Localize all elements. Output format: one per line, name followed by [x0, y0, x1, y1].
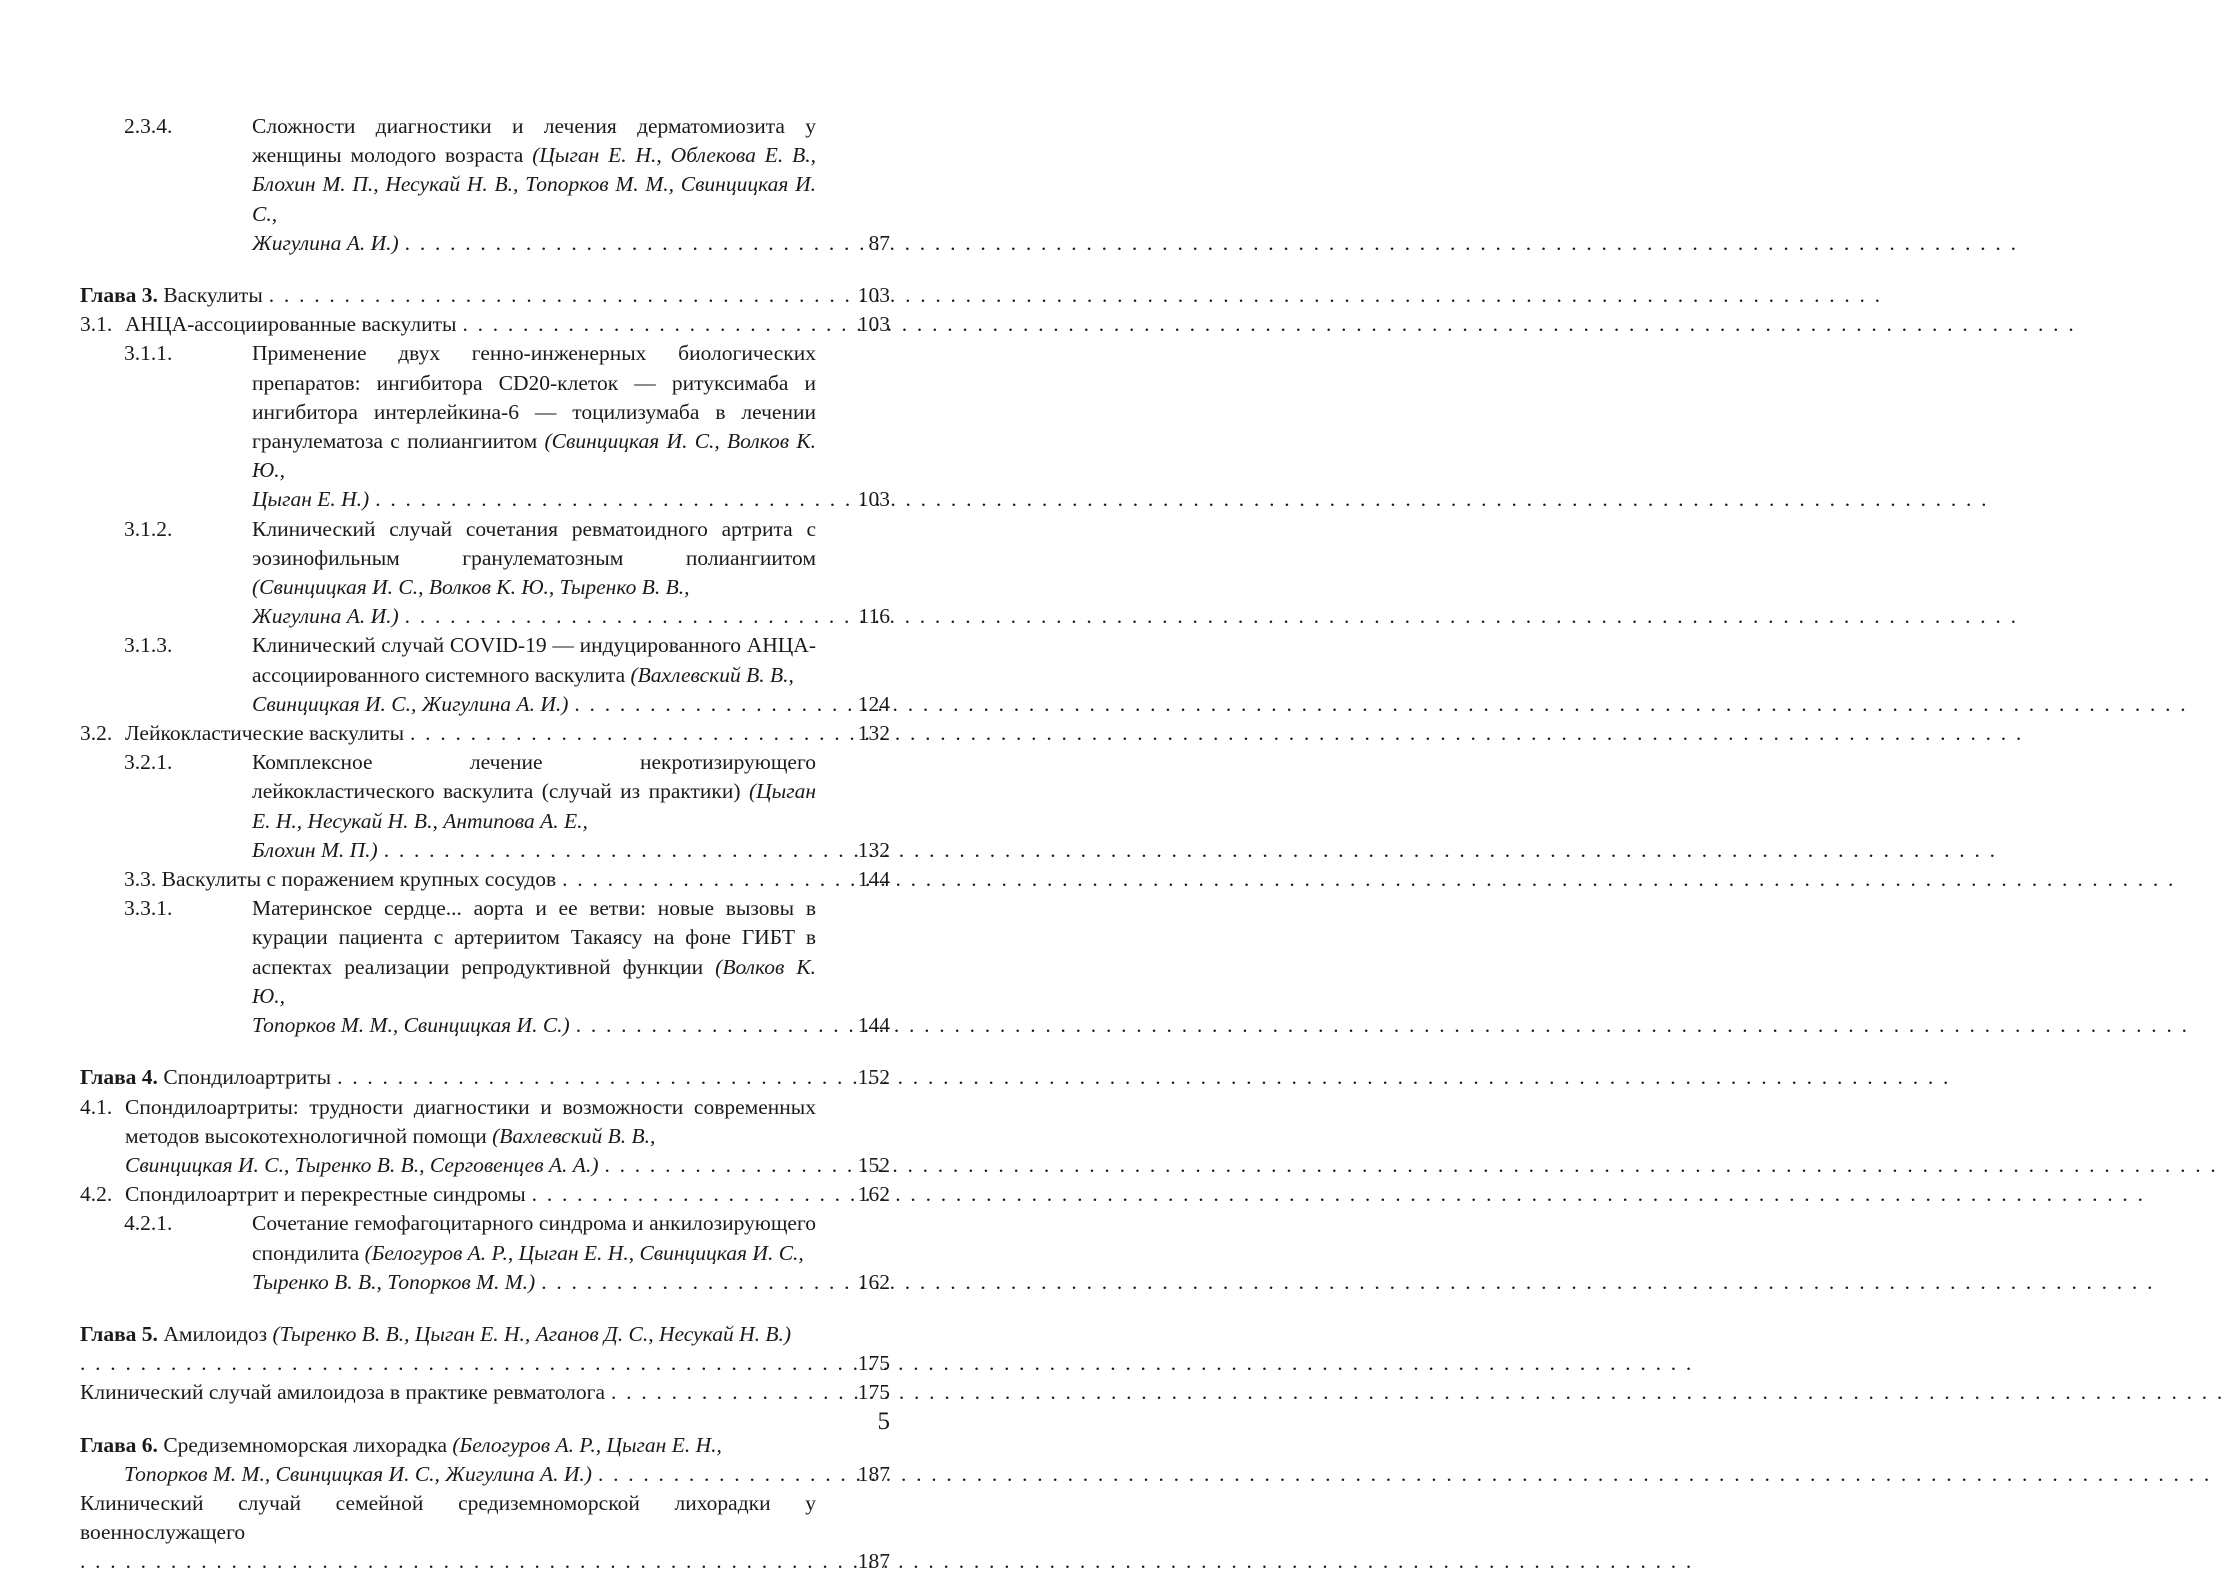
section-number: 3.1.2. — [124, 516, 173, 541]
entry-authors: (Тыренко В. В., Цыган Е. Н., Аганов Д. С., Несукай Н. В.) — [272, 1321, 792, 1346]
entry-title: Клинический случай COVID-19 — индуцированного АНЦА-ассоциированного системного васкулита — [252, 633, 816, 687]
leader-dots — [410, 719, 812, 748]
toc-entry[interactable] — [80, 748, 890, 865]
chapter-label: Глава 3. — [80, 283, 158, 308]
entry-authors-end: Тыренко В. В., Топорков М. М.) — [252, 1269, 536, 1294]
section-number: 3.3.1. — [124, 896, 173, 921]
page-ref: 103 — [857, 487, 890, 512]
leader-dots — [598, 1460, 812, 1489]
entry-authors-end: Жигулина А. И.) — [252, 604, 399, 629]
leader-dots — [405, 602, 812, 631]
entry-authors-end: Свинцицкая И. С., Жигулина А. И.) — [252, 691, 569, 716]
chapter-label: Глава 6. — [80, 1432, 158, 1457]
toc-entry[interactable] — [80, 339, 890, 514]
entry-title: Сочетание гемофагоцитарного синдрома и анкилозирующего спондилита — [252, 1211, 816, 1265]
entry-title: Спондилоартриты: трудности диагностики и возможности современных методов высокотехнологичной помощи — [125, 1094, 816, 1148]
entry-title: Амилоидоз — [163, 1321, 268, 1346]
section-number: 4.1. — [80, 1094, 113, 1119]
page-ref: 187 — [857, 1461, 890, 1486]
page-ref: 132 — [857, 837, 890, 862]
entry-authors: (Волков К. Ю., — [252, 954, 816, 1008]
entry-authors-end: Свинцицкая И. С., Тыренко В. В., Серговенцев А. А.) — [125, 1152, 599, 1177]
page-ref: 162 — [857, 1182, 890, 1207]
entry-authors: (Свинцицкая И. С., Волков К. Ю., Тыренко В. В., — [252, 575, 690, 600]
section-number: 3.2. — [80, 721, 113, 746]
entry-authors-end: Топорков М. М., Свинцицкая И. С., Жигулина А. И.) — [124, 1461, 592, 1486]
entry-authors: (Вахлевский В. В., — [492, 1123, 656, 1148]
entry-title: Материнское сердце... аорта и ее ветви: новые вызовы в курации пациента с артериитом Такаясу на фоне ГИБТ в аспектах реализации репродуктивной функции — [252, 896, 816, 979]
spacer — [80, 1408, 890, 1431]
leader-dots — [611, 1378, 812, 1407]
spacer — [80, 1040, 890, 1063]
page-ref: 162 — [857, 1269, 890, 1294]
entry-authors: (Белогуров А. Р., Цыган Е. Н., Свинцицкая И. С., — [364, 1240, 804, 1265]
leader-dots — [384, 836, 812, 865]
toc-entry-chapter-4[interactable] — [80, 1063, 890, 1092]
leader-dots — [541, 1268, 812, 1297]
page-ref: 152 — [857, 1152, 890, 1177]
toc-entry[interactable] — [80, 1093, 890, 1181]
toc-entry[interactable] — [80, 1209, 890, 1297]
toc-entry-chapter-6[interactable] — [80, 1431, 890, 1489]
entry-authors: (Цыган Е. Н., Облекова Е. В., Блохин М. П., Несукай Н. В., Топорков М. М., Свинцицкая И. С., — [252, 143, 816, 226]
leader-dots — [532, 1180, 812, 1209]
toc-entry[interactable] — [80, 112, 890, 258]
entry-title: Применение двух генно-инженерных биологических препаратов: ингибитора CD20-клеток — ритуксимаба и ингибитора интерлейкина-6 — тоцилизумаба в лечении гранулематоза с полиангиитом — [252, 341, 816, 454]
leader-dots — [462, 310, 812, 339]
leader-dots — [604, 1151, 812, 1180]
entry-authors: (Цыган Е. Н., Несукай Н. В., Антипова А. Е., — [252, 779, 817, 833]
entry-title: Клинический случай семейной средиземноморской лихорадки у военнослужащего — [80, 1490, 816, 1545]
section-number: 3.1. — [80, 312, 113, 337]
entry-authors-end: Цыган Е. Н.) — [252, 487, 370, 512]
leader-dots — [562, 865, 812, 894]
section-number: 3.1.3. — [124, 633, 173, 658]
leader-dots — [375, 485, 812, 514]
table-of-contents — [80, 112, 890, 1577]
entry-authors-end: Жигулина А. И.) — [252, 230, 399, 255]
page-ref: 103 — [857, 283, 890, 308]
page-ref: 103 — [857, 312, 890, 337]
entry-title: Васкулиты — [163, 283, 263, 308]
entry-authors-end: Топорков М. М., Свинцицкая И. С.) — [252, 1013, 570, 1038]
page-ref: 152 — [857, 1065, 890, 1090]
toc-entry[interactable] — [80, 515, 890, 632]
section-number: 2.3.4. — [124, 114, 173, 138]
entry-title: АНЦА-ассоциированные васкулиты — [125, 312, 457, 337]
toc-entry[interactable] — [80, 631, 890, 719]
entry-title: Сложности диагностики и лечения дерматомиозита у женщины молодого возраста — [252, 114, 816, 168]
entry-title: Средиземноморская лихорадка — [163, 1432, 447, 1457]
toc-entry[interactable] — [80, 719, 890, 748]
toc-entry[interactable] — [80, 865, 890, 894]
page-ref: 87 — [868, 230, 890, 255]
page-ref: 175 — [857, 1380, 890, 1405]
leader-dots — [405, 229, 812, 258]
toc-entry[interactable] — [80, 1378, 890, 1407]
leader-dots — [576, 1011, 812, 1040]
page-ref: 116 — [858, 604, 890, 629]
entry-title: Спондилоартриты — [163, 1065, 332, 1090]
toc-entry[interactable] — [80, 1180, 890, 1209]
entry-authors: (Вахлевский В. В., — [630, 662, 794, 687]
toc-entry[interactable] — [80, 894, 890, 1040]
entry-title: Комплексное лечение некротизирующего лейкокластического васкулита (случай из практики) — [252, 750, 816, 804]
entry-title: Клинический случай амилоидоза в практике ревматолога — [80, 1380, 606, 1405]
toc-entry[interactable] — [80, 1489, 890, 1577]
entry-authors: (Белогуров А. Р., Цыган Е. Н., — [452, 1432, 722, 1457]
entry-title: Лейкокластические васкулиты — [125, 721, 405, 746]
spacer — [80, 258, 890, 281]
leader-dots — [80, 1349, 812, 1378]
entry-title: Клинический случай сочетания ревматоидного артрита с эозинофильным гранулематозным полиангиитом — [252, 516, 816, 570]
toc-entry[interactable] — [80, 310, 890, 339]
page-ref: 175 — [857, 1351, 890, 1376]
page-number: 5 — [877, 1408, 890, 1435]
leader-dots — [269, 281, 812, 310]
section-number: 3.1.1. — [124, 341, 173, 366]
section-number: 3.2.1. — [124, 750, 173, 775]
entry-title: 3.3. Васкулиты с поражением крупных сосудов — [124, 867, 557, 892]
entry-title: Спондилоартрит и перекрестные синдромы — [125, 1182, 526, 1207]
leader-dots — [337, 1063, 812, 1092]
page-ref: 144 — [857, 1013, 890, 1038]
book-page — [0, 0, 1000, 1574]
page-ref: 124 — [857, 691, 890, 716]
leader-dots — [80, 1547, 812, 1576]
chapter-label: Глава 5. — [80, 1321, 158, 1346]
spacer — [80, 1297, 890, 1320]
section-number: 4.2. — [80, 1182, 113, 1207]
entry-authors: (Свинцицкая И. С., Волков К. Ю., — [252, 429, 817, 483]
page-ref: 144 — [857, 867, 890, 892]
entry-authors-end: Блохин М. П.) — [252, 837, 378, 862]
leader-dots — [574, 690, 812, 719]
page-ref: 187 — [857, 1549, 890, 1574]
toc-entry-chapter-5[interactable] — [80, 1320, 890, 1378]
page-ref: 132 — [857, 721, 890, 746]
section-number: 4.2.1. — [124, 1211, 173, 1236]
chapter-label: Глава 4. — [80, 1065, 158, 1090]
toc-entry-chapter-3[interactable] — [80, 281, 890, 310]
